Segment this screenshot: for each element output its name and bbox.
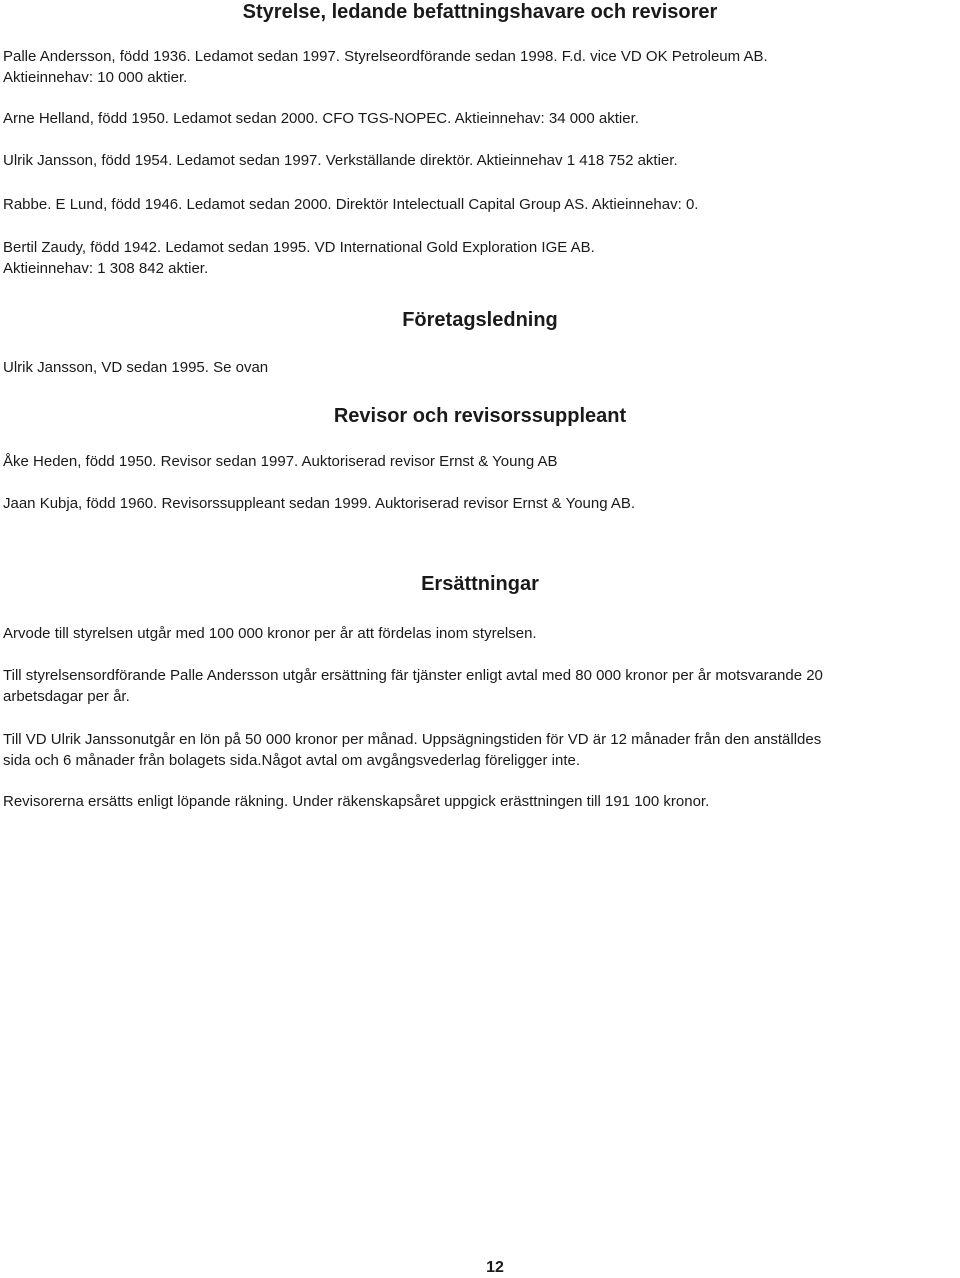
text-line: Arne Helland, född 1950. Ledamot sedan 2000. CFO TGS-NOPEC. Aktieinnehav: 34 000 aktier. — [3, 110, 639, 127]
board-member-ulrik-jansson — [3, 150, 958, 171]
auditor-ake-heden — [3, 451, 958, 472]
text-line: Revisorerna ersätts enligt löpande räkning. Under räkenskapsåret uppgick erästtningen till 191 100 kronor. — [3, 793, 710, 810]
text-line: sida och 6 månader från bolagets sida.Något avtal om avgångsvederlag föreligger inte. — [3, 752, 581, 769]
text-line: Jaan Kubja, född 1960. Revisorssuppleant sedan 1999. Auktoriserad revisor Ernst & Young AB. — [3, 495, 636, 512]
management-heading: Företagsledning — [402, 309, 558, 331]
text-line: Arvode till styrelsen utgår med 100 000 kronor per år att fördelas inom styrelsen. — [3, 625, 537, 642]
text-line: Bertil Zaudy, född 1942. Ledamot sedan 1995. VD International Gold Exploration IGE AB. — [3, 239, 595, 256]
text-line: Ulrik Jansson, född 1954. Ledamot sedan 1997. Verkställande direktör. Aktieinnehav 1 418 752 aktier. — [3, 152, 678, 169]
board-member-bertil-zaudy — [3, 237, 958, 279]
board-member-palle-andersson — [3, 46, 958, 88]
text-line: Till VD Ulrik Janssonutgår en lön på 50 000 kronor per månad. Uppsägningstiden för VD är 12 månader från den anställdes — [3, 731, 822, 748]
text-line: Aktieinnehav: 10 000 aktier. — [3, 69, 188, 86]
text-line: Ulrik Jansson, VD sedan 1995. Se ovan — [3, 359, 269, 376]
text-line: Till styrelsensordförande Palle Andersson utgår ersättning fär tjänster enligt avtal med 80 000 kronor per år motsvarande 20 — [3, 667, 823, 684]
text-line: Palle Andersson, född 1936. Ledamot sedan 1997. Styrelseordförande sedan 1998. F.d. vice VD OK Petroleum AB. — [3, 48, 768, 65]
text-line: Åke Heden, född 1950. Revisor sedan 1997. Auktoriserad revisor Ernst & Young AB — [3, 453, 558, 470]
compensation-paragraph — [3, 791, 958, 812]
compensation-paragraph — [3, 665, 958, 707]
management-text — [3, 357, 958, 378]
page-number: 12 — [486, 1259, 504, 1276]
compensation-paragraph — [3, 623, 958, 644]
board-member-arne-helland — [3, 108, 958, 129]
text-line: Rabbe. E Lund, född 1946. Ledamot sedan 2000. Direktör Intelectuall Capital Group AS. Aktieinnehav: 0. — [3, 196, 699, 213]
compensation-heading: Ersättningar — [421, 573, 539, 595]
text-line: arbetsdagar per år. — [3, 688, 130, 705]
board-member-rabbe-lund — [3, 194, 958, 215]
text-line: Aktieinnehav: 1 308 842 aktier. — [3, 260, 209, 277]
page-title: Styrelse, ledande befattningshavare och revisorer — [242, 1, 718, 23]
auditor-jaan-kubja — [3, 493, 958, 514]
compensation-paragraph — [3, 729, 958, 771]
auditors-heading: Revisor och revisorssuppleant — [333, 405, 627, 427]
